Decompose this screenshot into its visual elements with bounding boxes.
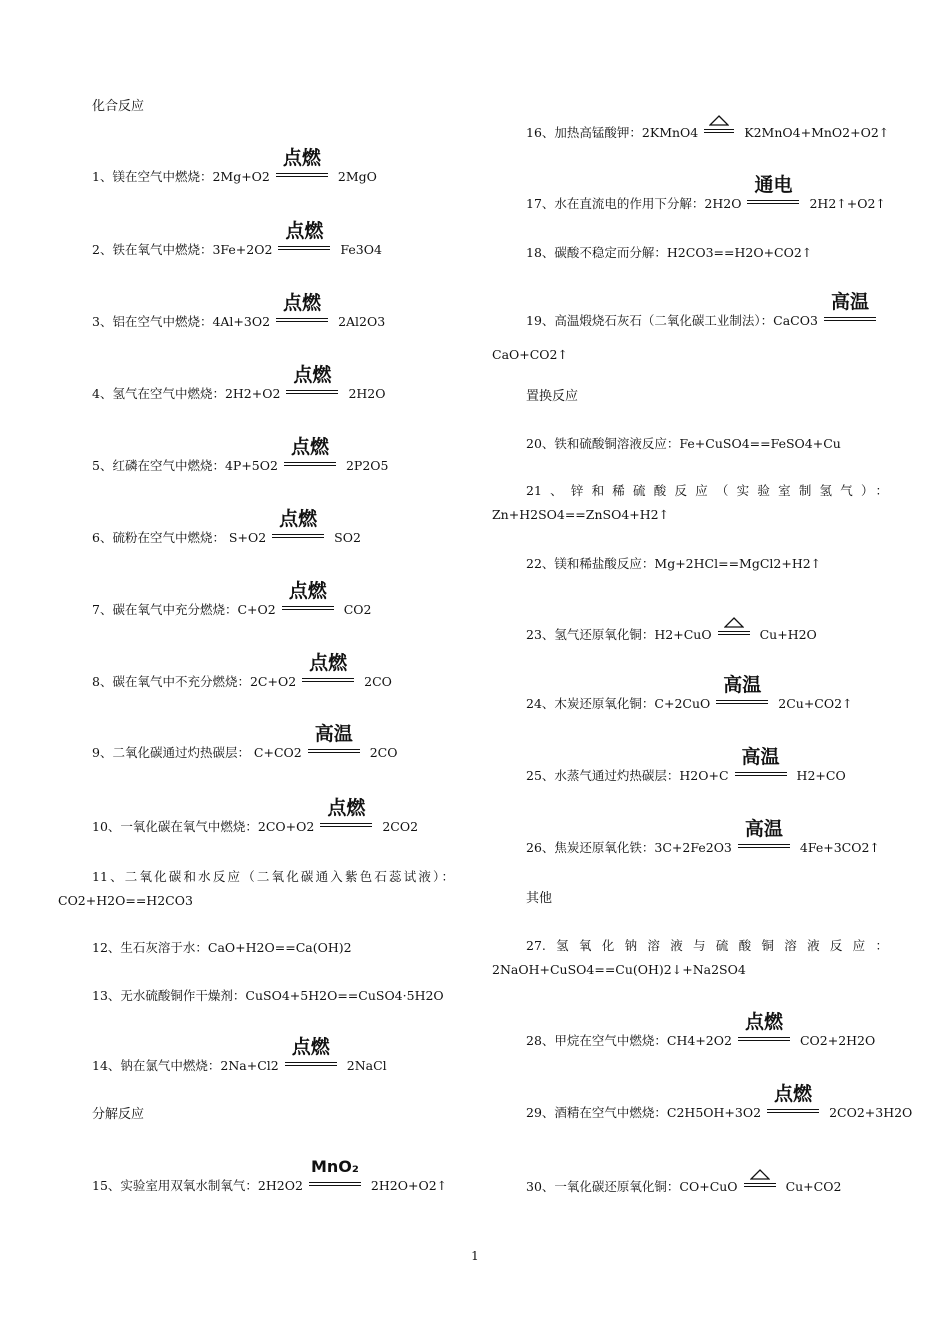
equation-products: 2Cu+CO2↑: [778, 696, 853, 711]
equation-products: 2CO2: [382, 819, 419, 834]
equation-products: 2NaCl: [346, 1058, 387, 1073]
section-heading-displacement: 置换反应: [526, 389, 579, 404]
equation-products: SO2: [334, 530, 361, 545]
equation-25: [526, 746, 846, 784]
condition-arrow: [320, 797, 372, 831]
equation-reactants: 16、加热高锰酸钾：2KMnO4: [526, 125, 699, 140]
equation-reactants: 24、木炭还原氧化铜：C+2CuO: [526, 696, 711, 711]
equation-products: 2Al2O3: [338, 314, 386, 329]
equation-products: 2CO: [369, 745, 398, 760]
condition-label: 高温: [830, 291, 869, 313]
equation-line: 27.氢氧化钠溶液与硫酸铜溶液反应：: [526, 938, 888, 953]
equation-reactants: 14、钠在氯气中燃烧：2Na+Cl2: [92, 1058, 279, 1073]
equation-reactants: 8、碳在氧气中不充分燃烧：2C+O2: [92, 674, 297, 689]
equation-reactants: 1、镁在空气中燃烧：2Mg+O2: [92, 169, 270, 184]
equation-reactants: 6、硫粉在空气中燃烧： S+O2: [92, 530, 267, 545]
page-number: 1: [471, 1249, 479, 1263]
equation-products: Cu+CO2: [785, 1179, 842, 1194]
condition-arrow: [718, 623, 750, 639]
equation-19: [492, 291, 892, 363]
equation-line: 2NaOH+CuSO4==Cu(OH)2↓+Na2SO4: [492, 962, 746, 977]
condition-label: 点燃: [309, 652, 348, 674]
condition-label: 点燃: [293, 364, 332, 386]
condition-label: 高温: [744, 818, 783, 840]
condition-arrow: [276, 147, 328, 181]
condition-arrow: [272, 508, 324, 542]
condition-label: 高温: [314, 723, 353, 745]
equation-line: CO2+H2O==H2CO3: [58, 893, 193, 908]
condition-label: 点燃: [327, 797, 366, 819]
condition-label: 点燃: [774, 1083, 813, 1105]
condition-arrow: [286, 364, 338, 398]
equation-15: [92, 1157, 448, 1194]
condition-arrow: [704, 121, 734, 137]
condition-arrow: [302, 652, 354, 686]
equation-reactants: 26、焦炭还原氧化铁：3C+2Fe2O3: [526, 840, 732, 855]
equation-8: [92, 652, 392, 690]
condition-arrow: [738, 1011, 790, 1045]
condition-label: 点燃: [288, 580, 327, 602]
condition-arrow: [716, 674, 768, 708]
condition-label: 高温: [741, 746, 780, 768]
condition-arrow: [278, 220, 330, 254]
equation-reactants: 25、水蒸气通过灼热碳层：H2O+C: [526, 768, 729, 783]
equation-9: [92, 723, 398, 761]
equation-28: [526, 1011, 876, 1049]
equation-reactants: 5、红磷在空气中燃烧：4P+5O2: [92, 458, 278, 473]
condition-arrow: [308, 723, 360, 757]
condition-label: 点燃: [285, 220, 324, 242]
equation-line: Zn+H2SO4==ZnSO4+H2↑: [492, 507, 670, 522]
delta-heat-icon: [724, 617, 744, 628]
equation-products: H2+CO: [796, 768, 846, 783]
condition-label: 点燃: [290, 436, 329, 458]
equation-17: [526, 174, 886, 212]
equation-products: 4Fe+3CO2↑: [799, 840, 880, 855]
condition-label: 点燃: [282, 147, 321, 169]
equation-reactants: 23、氢气还原氧化铜：H2+CuO: [526, 627, 712, 642]
equation-27: [492, 938, 888, 978]
condition-label: 通电: [754, 174, 793, 196]
delta-heat-icon: [750, 1169, 770, 1180]
equation-18: 18、碳酸不稳定而分解：H2CO3==H2O+CO2↑: [526, 245, 813, 260]
condition-arrow: [285, 1036, 337, 1070]
delta-heat-icon: [709, 115, 729, 126]
condition-label: 高温: [723, 674, 762, 696]
condition-label: 点燃: [283, 292, 322, 314]
equation-13: 13、无水硫酸铜作干燥剂：CuSO4+5H2O==CuSO4·5H2O: [92, 988, 444, 1003]
equation-products: 2CO2+3H2O: [829, 1105, 913, 1120]
equation-products: 2H2↑+O2↑: [809, 196, 886, 211]
equation-30: [526, 1175, 841, 1195]
condition-arrow: [735, 746, 787, 780]
equation-products: CO2+2H2O: [799, 1033, 876, 1048]
condition-arrow: [276, 292, 328, 326]
equation-line: 11、二氧化碳和水反应（二氧化碳通入紫色石蕊试液）：: [92, 869, 454, 884]
equation-6: [92, 508, 361, 546]
equation-7: [92, 580, 372, 618]
equation-reactants: 30、一氧化碳还原氧化铜：CO+CuO: [526, 1179, 738, 1194]
condition-label: MnO₂: [310, 1157, 359, 1176]
condition-arrow: [767, 1083, 819, 1117]
section-heading-decomposition: 分解反应: [92, 1107, 145, 1122]
equation-reactants: 9、二氧化碳通过灼热碳层： C+CO2: [92, 745, 302, 760]
equation-2: [92, 220, 382, 258]
condition-label: 点燃: [744, 1011, 783, 1033]
equation-12: 12、生石灰溶于水：CaO+H2O==Ca(OH)2: [92, 940, 352, 955]
equation-23: [526, 623, 817, 643]
equation-reactants: 15、实验室用双氧水制氧气：2H2O2: [92, 1178, 303, 1193]
condition-arrow: [738, 818, 790, 852]
equation-4: [92, 364, 386, 402]
equation-reactants: 3、铝在空气中燃烧：4Al+3O2: [92, 314, 271, 329]
equation-3: [92, 292, 386, 330]
equation-29: [526, 1083, 913, 1121]
condition-arrow: [309, 1157, 361, 1190]
equation-1: [92, 147, 377, 185]
equation-products: 2MgO: [337, 169, 377, 184]
section-heading-combination: 化合反应: [92, 99, 145, 114]
equation-24: [526, 674, 853, 712]
equation-22: 22、镁和稀盐酸反应：Mg+2HCl==MgCl2+H2↑: [526, 556, 822, 571]
equation-products: CO2: [343, 602, 372, 617]
section-heading-other: 其他: [526, 891, 553, 906]
equation-products: 2CO: [364, 674, 392, 689]
equation-reactants: 28、甲烷在空气中燃烧：CH4+2O2: [526, 1033, 732, 1048]
equation-21: [492, 483, 888, 523]
equation-5: [92, 436, 389, 474]
condition-arrow: [284, 436, 336, 470]
condition-arrow: [747, 174, 799, 208]
equation-26: [526, 818, 880, 856]
equation-line: [492, 291, 892, 329]
condition-arrow: [282, 580, 334, 614]
equation-reactants: 17、水在直流电的作用下分解：2H2O: [526, 196, 742, 211]
condition-label: 点燃: [291, 1036, 330, 1058]
equation-10: [92, 797, 419, 835]
equation-14: [92, 1036, 387, 1074]
equation-16: [526, 121, 889, 141]
condition-label: 点燃: [279, 508, 318, 530]
equation-products: 2H2O+O2↑: [370, 1178, 448, 1193]
equation-products: CaO+CO2↑: [492, 347, 568, 362]
equation-reactants: 2、铁在氧气中燃烧：3Fe+2O2: [92, 242, 273, 257]
equation-reactants: 19、高温煅烧石灰石（二氧化碳工业制法）：CaCO3: [526, 313, 818, 328]
equation-products: 2H2O: [348, 386, 386, 401]
equation-20: 20、铁和硫酸铜溶液反应：Fe+CuSO4==FeSO4+Cu: [526, 436, 841, 451]
equation-products: Fe3O4: [340, 242, 382, 257]
equation-products: 2P2O5: [345, 458, 389, 473]
condition-arrow: [824, 291, 876, 325]
equation-reactants: 10、一氧化碳在氧气中燃烧：2CO+O2: [92, 819, 315, 834]
equation-reactants: 29、酒精在空气中燃烧：C2H5OH+3O2: [526, 1105, 762, 1120]
equation-products: K2MnO4+MnO2+O2↑: [744, 125, 890, 140]
equation-11: [58, 869, 454, 909]
condition-arrow: [744, 1175, 776, 1191]
equation-products: Cu+H2O: [759, 627, 817, 642]
equation-line: 21、锌和稀硫酸反应（实验室制氢气）：: [526, 483, 888, 498]
equation-reactants: 7、碳在氧气中充分燃烧：C+O2: [92, 602, 276, 617]
equation-reactants: 4、氢气在空气中燃烧：2H2+O2: [92, 386, 281, 401]
